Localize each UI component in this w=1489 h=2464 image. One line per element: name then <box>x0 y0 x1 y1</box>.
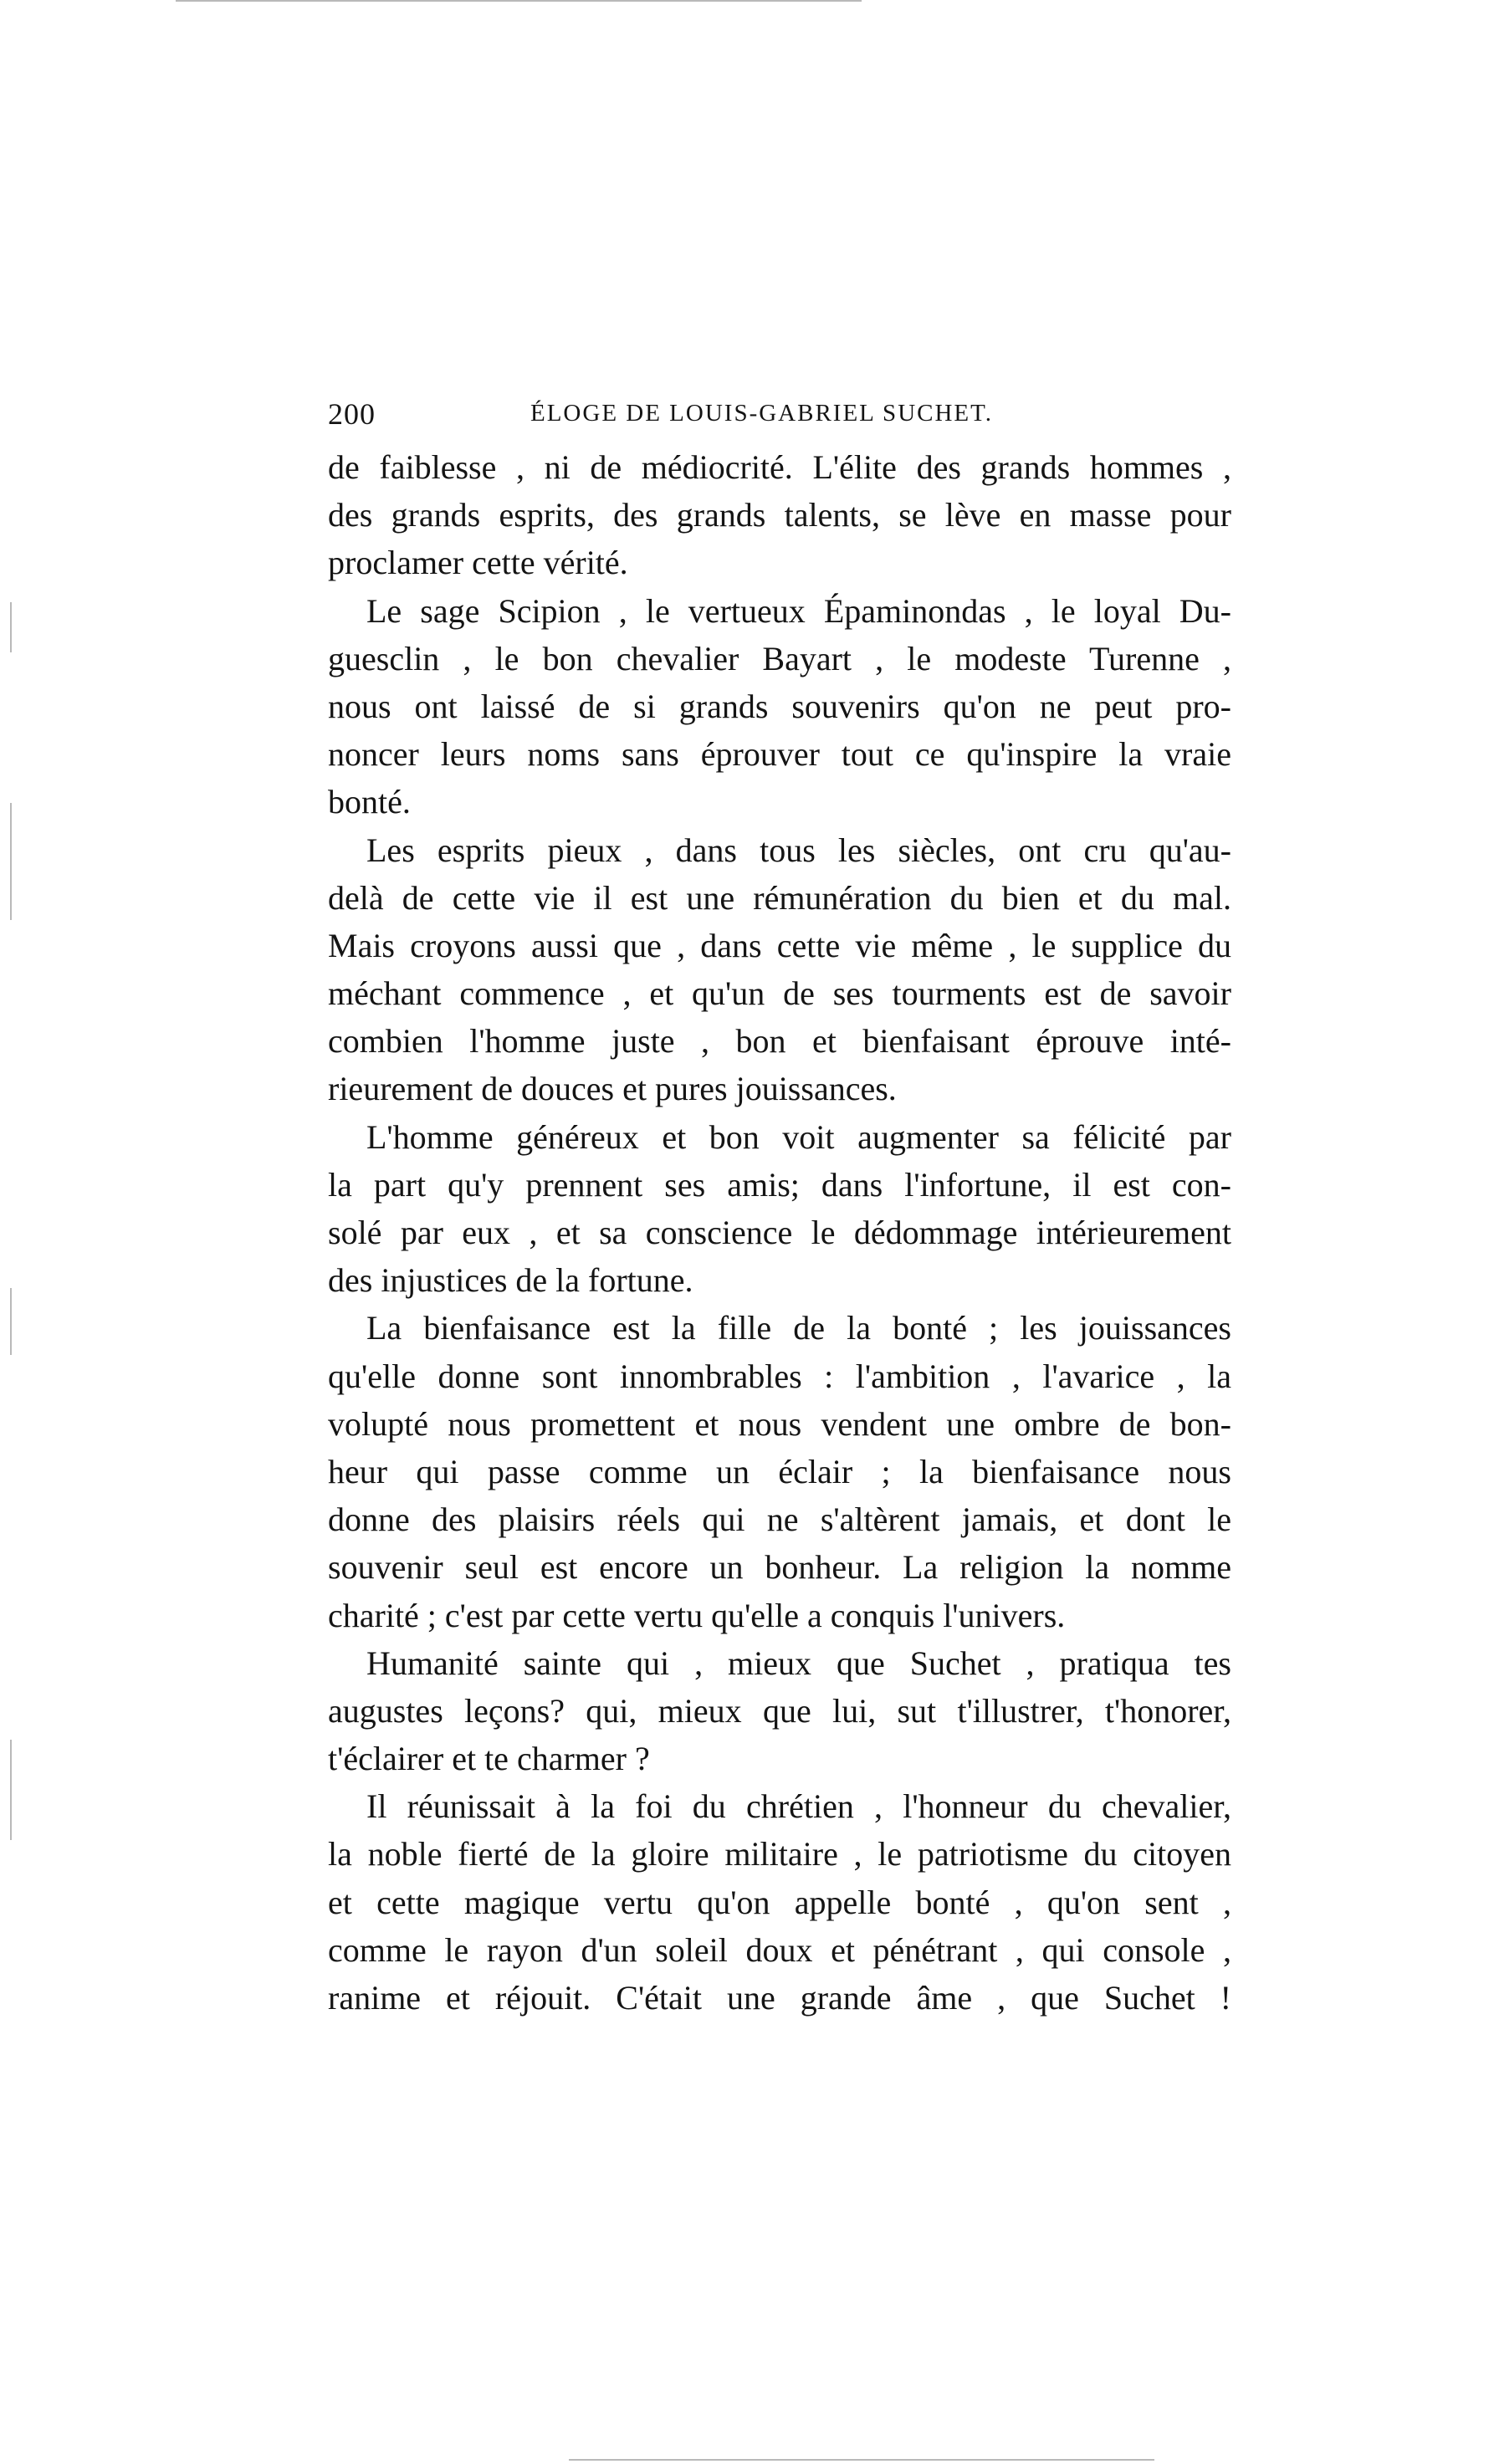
text-line: la part qu'y prennent ses amis; dans l'infortune, il est con- <box>328 1165 1231 1204</box>
text-line: comme le rayon d'un soleil doux et pénétrant , qui console , <box>328 1930 1231 1969</box>
text-line: nous ont laissé de si grands souvenirs qu'on ne peut pro- <box>328 687 1231 725</box>
body-text <box>328 443 1231 2022</box>
text-line: qu'elle donne sont innombrables : l'ambition , l'avarice , la <box>328 1357 1231 1395</box>
text-line: méchant commence , et qu'un de ses tourments est de savoir <box>328 974 1231 1013</box>
text-line: la noble fierté de la gloire militaire , le patriotisme du citoyen <box>328 1835 1231 1874</box>
text-line: combien l'homme juste , bon et bienfaisant éprouve inté- <box>328 1022 1231 1061</box>
text-line: volupté nous promettent et nous vendent une ombre de bon- <box>328 1404 1231 1443</box>
text-line: des grands esprits, des grands talents, se lève en masse pour <box>328 496 1231 534</box>
text-line: delà de cette vie il est une rémunération du bien et du mal. <box>328 878 1231 917</box>
paragraph-start-line: Il réunissait à la foi du chrétien , l'honneur du chevalier, <box>366 1787 1231 1826</box>
scan-mark-left-4 <box>10 1740 12 1840</box>
text-line: bonté. <box>328 783 411 821</box>
scan-mark-bottom <box>569 2459 1154 2461</box>
page-number: 200 <box>328 397 376 431</box>
scan-mark-top <box>176 0 862 2</box>
text-line: Mais croyons aussi que , dans cette vie même , le supplice du <box>328 926 1231 964</box>
paragraph-start-line: Les esprits pieux , dans tous les siècles, ont cru qu'au- <box>366 831 1231 869</box>
text-line: charité ; c'est par cette vertu qu'elle a conquis l'univers. <box>328 1596 1066 1634</box>
scan-mark-left-1 <box>10 602 12 652</box>
paragraph-start-line: Le sage Scipion , le vertueux Épaminondas , le loyal Du- <box>366 591 1231 630</box>
text-line: rieurement de douces et pures jouissances. <box>328 1070 897 1108</box>
text-line: guesclin , le bon chevalier Bayart , le modeste Turenne , <box>328 639 1231 677</box>
paragraph-start-line: L'homme généreux et bon voit augmenter sa félicité par <box>366 1117 1231 1156</box>
scan-mark-left-2 <box>10 803 12 920</box>
text-line: heur qui passe comme un éclair ; la bienfaisance nous <box>328 1452 1231 1490</box>
running-title: ÉLOGE DE LOUIS-GABRIEL SUCHET. <box>530 400 993 427</box>
running-head <box>328 396 1231 438</box>
text-line: souvenir seul est encore un bonheur. La religion la nomme <box>328 1548 1231 1587</box>
text-line: t'éclairer et te charmer ? <box>328 1740 650 1778</box>
text-line: des injustices de la fortune. <box>328 1261 693 1300</box>
paragraph-start-line: Humanité sainte qui , mieux que Suchet , pratiqua tes <box>366 1644 1231 1682</box>
scan-mark-left-3 <box>10 1288 12 1355</box>
text-line: donne des plaisirs réels qui ne s'altèrent jamais, et dont le <box>328 1500 1231 1539</box>
text-line: proclamer cette vérité. <box>328 544 628 582</box>
text-line: solé par eux , et sa conscience le dédommage intérieurement <box>328 1214 1231 1251</box>
text-line: augustes leçons? qui, mieux que lui, sut t'illustrer, t'honorer, <box>328 1691 1231 1730</box>
text-line: noncer leurs noms sans éprouver tout ce qu'inspire la vraie <box>328 735 1231 774</box>
paragraph-start-line: La bienfaisance est la fille de la bonté ; les jouissances <box>366 1309 1231 1347</box>
text-line: et cette magique vertu qu'on appelle bonté , qu'on sent , <box>328 1883 1231 1921</box>
text-line: de faiblesse , ni de médiocrité. L'élite des grands hommes , <box>328 448 1231 486</box>
text-line: ranime et réjouit. C'était une grande âme , que Suchet ! <box>328 1979 1231 2017</box>
